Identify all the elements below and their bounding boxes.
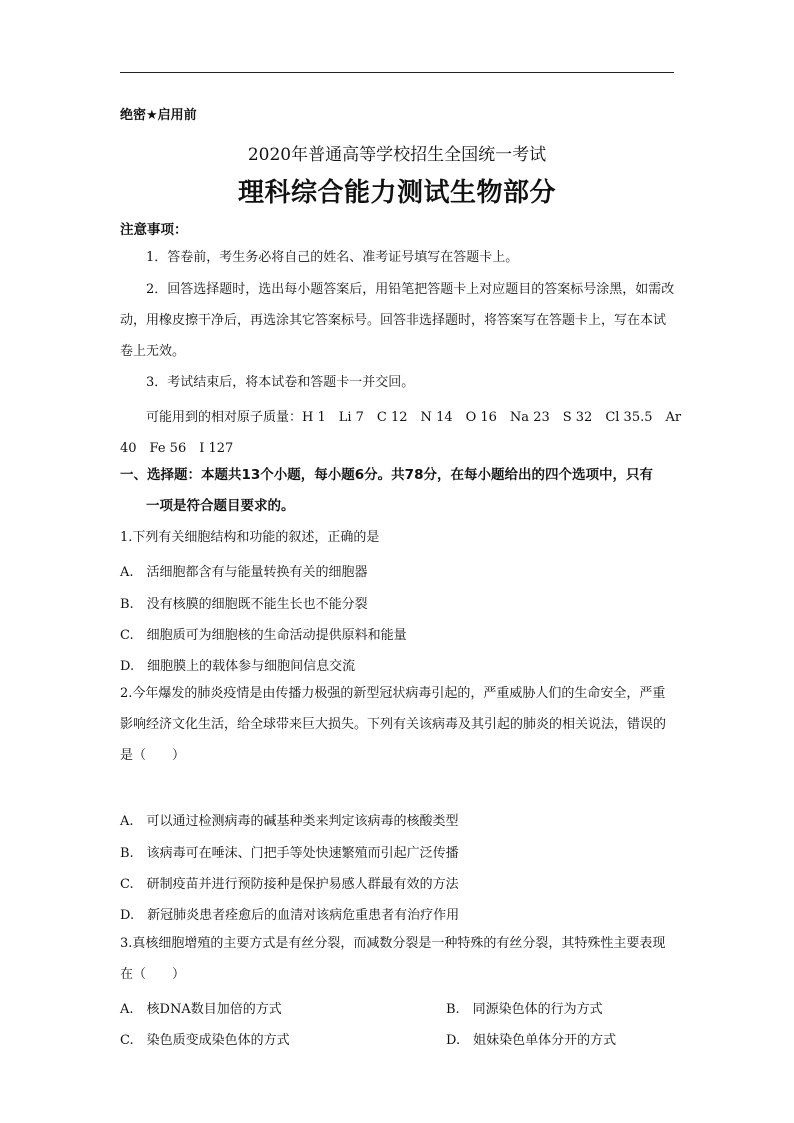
section-heading-line-2: 一项是符合题目要求的。: [146, 498, 295, 514]
question-2-option-d: D. 新冠肺炎患者痊愈后的血清对该病危重患者有治疗作用: [120, 908, 460, 923]
notice-item-1: 1．答卷前，考生务必将自己的姓名、准考证号填写在答题卡上。: [146, 250, 519, 265]
header-rule: [120, 72, 674, 73]
question-2-option-b: B. 该病毒可在唾沫、门把手等处快速繁殖而引起广泛传播: [120, 846, 459, 861]
notice-heading: 注意事项：: [120, 222, 188, 238]
section-heading: [120, 460, 680, 522]
question-1-stem: 1.下列有关细胞结构和功能的叙述，正确的是: [120, 530, 380, 545]
question-1-option-b: B. 没有核膜的细胞既不能生长也不能分裂: [120, 597, 368, 612]
question-1-option-a: A. 活细胞都含有与能量转换有关的细胞器: [120, 565, 368, 580]
question-2-stem: 2.今年爆发的肺炎疫情是由传播力极强的新型冠状病毒引起的，严重威胁人们的生命安全，严重影响经济文化生活，给全球带来巨大损失。下列有关该病毒及其引起的肺炎的相关说法，错误的是（ ）: [120, 686, 667, 763]
question-2-option-a: A. 可以通过检测病毒的碱基种类来判定该病毒的核酸类型: [120, 814, 459, 829]
exam-subtitle: 2020年普通高等学校招生全国统一考试: [247, 145, 547, 165]
notice-item-3: 3．考试结束后，将本试卷和答题卡一并交回。: [146, 375, 415, 390]
question-3-option-a: A. 核DNA数目加倍的方式: [120, 1002, 282, 1017]
question-3-option-b: B. 同源染色体的行为方式: [446, 1002, 603, 1017]
exam-title: 理科综合能力测试生物部分: [237, 178, 556, 208]
notice-item-2: 2．回答选择题时，选出每小题答案后，用铅笔把答题卡上对应题目的答案标号涂黑，如需改动，用橡皮擦干净后，再选涂其它答案标号。回答非选择题时，将答案写在答题卡上，写在本试卷上无效。: [120, 282, 675, 359]
atomic-masses-line-2: 40 Fe 56 I 127: [120, 441, 234, 456]
secret-label: 绝密★启用前: [120, 108, 197, 123]
question-3-option-d: D. 姐妹染色单体分开的方式: [446, 1033, 617, 1048]
question-1-option-c: C. 细胞质可为细胞核的生命活动提供原料和能量: [120, 628, 407, 643]
question-1-option-d: D. 细胞膜上的载体参与细胞间信息交流: [120, 659, 356, 674]
question-2-option-c: C. 研制疫苗并进行预防接种是保护易感人群最有效的方法: [120, 877, 459, 892]
section-heading-line-1: 一、选择题：本题共13个小题，每小题6分。共78分，在每小题给出的四个选项中，只有: [120, 467, 653, 483]
question-3-stem: 3.真核细胞增殖的主要方式是有丝分裂，而减数分裂是一种特殊的有丝分裂，其特殊性主要表现在（ ）: [120, 936, 666, 982]
atomic-masses-line-1: 可能用到的相对原子质量：H 1 Li 7 C 12 N 14 O 16 Na 23 S 32 Cl 35.5 Ar: [146, 410, 682, 425]
question-3-option-c: C. 染色质变成染色体的方式: [120, 1033, 290, 1048]
